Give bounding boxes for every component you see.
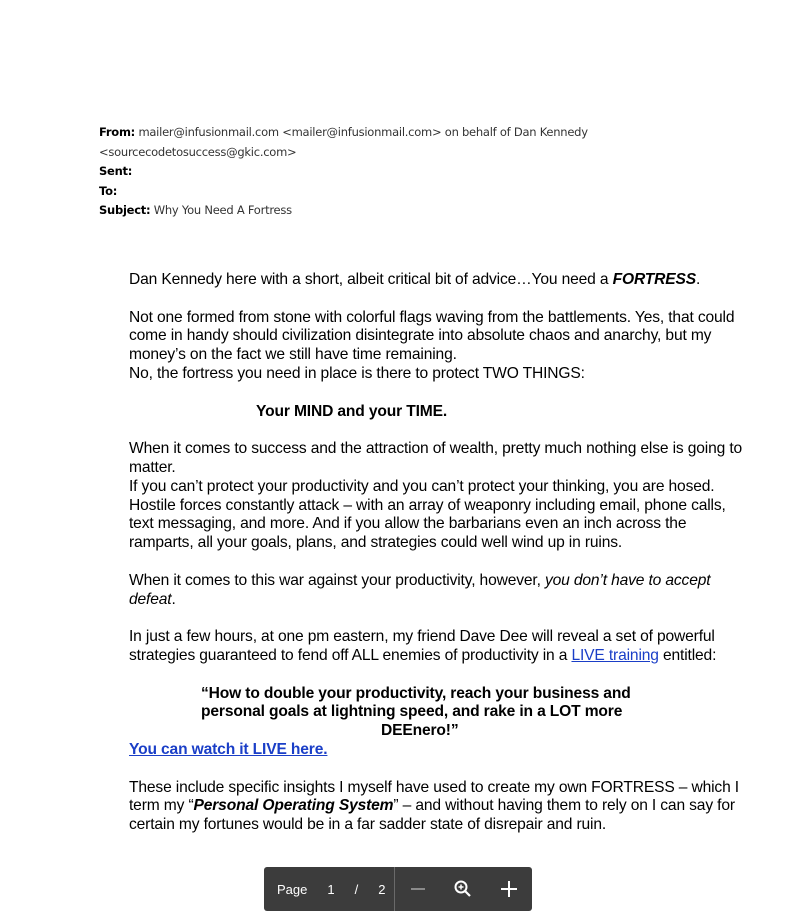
email-header [99,123,659,221]
total-pages: 2 [378,881,386,897]
paragraph-insights [129,779,754,835]
watch-line [129,741,754,760]
intro-text: Dan Kennedy here with a short, albeit critical bit of advice…You need a [129,271,613,288]
from-line [99,123,659,162]
paragraph-war [129,572,754,610]
fortress-emphasis: FORTRESS [612,271,697,288]
insights-end: ” – and without having them to rely on I can say for certain my fortunes would be in a far sadder state of disrepair and ruin. [129,797,735,834]
email-body [129,271,754,835]
plus-icon [500,880,518,898]
paragraph-stone: Not one formed from stone with colorful flags waving from the battlements. Yes, that could come in handy should civilization disintegrate into absolute chaos and anarchy, but my money’s on the fact we still have time remaining. [129,308,735,364]
subject-line [99,201,659,221]
defeat-emphasis: you don’t have to accept defeat [129,571,711,608]
war-end: . [171,590,176,608]
current-page[interactable]: 1 [327,881,335,897]
paragraph-dave-dee [129,628,754,666]
war-text: When it comes to this war against your productivity, however, [129,571,545,589]
zoom-button[interactable] [449,875,477,903]
training-title-quote: “How to double your productivity, reach your business and personal goals at lightning speed, and rake in a LOT more [201,684,631,721]
paragraph-two-things: No, the fortress you need in place is there to protect TWO THINGS: [129,364,585,382]
training-title-end: DEEnero!” [381,722,459,740]
subject-label: Subject: [99,203,151,217]
paragraph-hosed: If you can’t protect your productivity and you can’t protect your thinking, you are hosed. Hostile forces constantly attack – with an array of weaponry including email, phone calls, text messaging, and more. And if you allow the barbarians even an inch across the ramparts, all your goals, plans, and strategies could well wind up in ruins. [129,477,726,552]
from-value: mailer@infusionmail.com <mailer@infusionmail.com> on behalf of Dan Kennedy <sourcecodetosuccess@gkic.com> [99,125,588,159]
minus-icon [410,881,426,897]
live-training-link[interactable]: LIVE training [571,646,659,664]
sent-label: Sent: [99,164,133,178]
page-separator: / [354,881,359,897]
subject-value: Why You Need A Fortress [153,203,292,217]
from-label: From: [99,125,136,139]
page-indicator [264,867,394,911]
pdf-toolbar [264,867,532,911]
intro-end: . [696,271,701,288]
paragraph-intro [129,271,754,290]
dave-dee-text: In just a few hours, at one pm eastern, my friend Dave Dee will reveal a set of powerful strategies guaranteed to fend off ALL enemies of productivity in a [129,628,715,664]
zoom-in-button[interactable] [495,875,523,903]
insights-text: These include specific insights I myself have used to create my own FORTRESS – which I term my “ [129,778,739,815]
mind-time-heading: Your MIND and your TIME. [256,402,448,420]
zoom-out-button[interactable] [404,875,432,903]
to-label: To: [99,183,118,198]
to-line [99,182,659,202]
watch-live-link[interactable]: You can watch it LIVE here. [129,740,328,758]
sent-line [99,162,659,182]
zoom-in-magnifier-icon [453,879,473,899]
paragraph-success: When it comes to success and the attraction of wealth, pretty much nothing else is going to matter. [129,440,743,476]
dave-dee-end: entitled: [658,646,717,664]
page-label: Page [277,881,308,897]
pos-emphasis: Personal Operating System [193,797,394,815]
